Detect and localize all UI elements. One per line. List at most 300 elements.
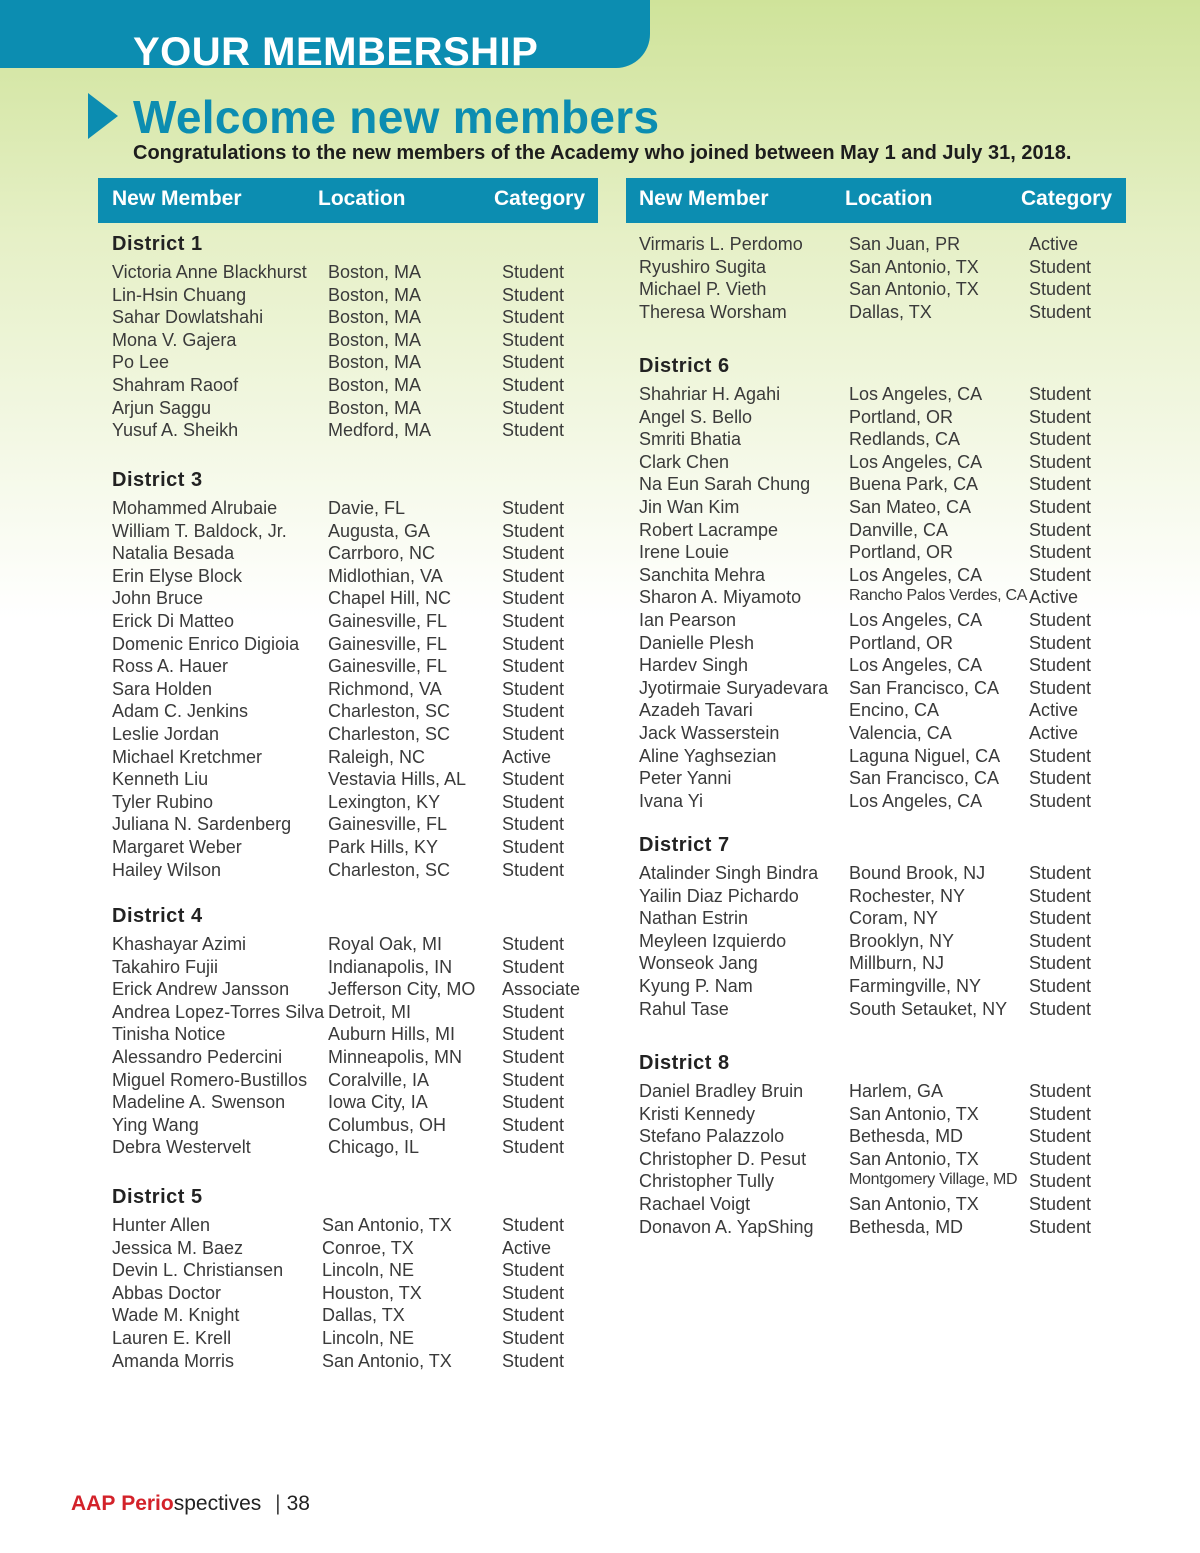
member-location: Charleston, SC [328, 859, 451, 880]
member-location: Lincoln, NE [322, 1260, 415, 1281]
list-item [626, 610, 1126, 632]
list-item [98, 398, 598, 420]
member-location: San Antonio, TX [849, 279, 979, 300]
member-name: Debra Westervelt [112, 1137, 251, 1158]
list-item [98, 375, 598, 397]
member-category: Student [502, 956, 565, 977]
member-name: Jack Wasserstein [639, 723, 780, 743]
footer-separator: | [275, 1492, 281, 1515]
member-location: Los Angeles, CA [849, 655, 983, 676]
member-category: Student [502, 1001, 565, 1022]
member-name: Yailin Diaz Pichardo [639, 885, 799, 906]
member-name: Daniel Bradley Bruin [639, 1081, 804, 1101]
member-name: Atalinder Singh Bindra [639, 863, 819, 883]
member-category: Student [1029, 908, 1092, 929]
member-name: Hunter Allen [112, 1215, 211, 1235]
list-item [626, 700, 1126, 722]
member-name: Michael Kretchmer [112, 746, 263, 767]
list-item [626, 886, 1126, 908]
member-category: Student [502, 678, 565, 699]
member-category: Student [502, 1260, 565, 1281]
member-name: Stefano Palazzolo [639, 1126, 785, 1147]
member-category: Student [1029, 790, 1092, 811]
member-name: Domenic Enrico Digioia [112, 633, 300, 654]
member-category: Student [1029, 542, 1092, 563]
list-item [626, 497, 1126, 519]
district-heading: District 5 [112, 1186, 203, 1208]
member-category: Active [502, 1237, 552, 1258]
list-item [98, 420, 598, 442]
member-location: Gainesville, FL [328, 814, 448, 835]
list-item [98, 747, 598, 769]
member-name: Erin Elyse Block [112, 565, 243, 586]
member-name: Clark Chen [639, 451, 730, 472]
member-name: Donavon A. YapShing [639, 1216, 814, 1237]
member-table-left [98, 178, 598, 1371]
list-item [626, 678, 1126, 700]
member-name: Takahiro Fujii [112, 956, 219, 977]
member-name: Abbas Doctor [112, 1282, 222, 1303]
member-name: Azadeh Tavari [639, 700, 753, 721]
list-item [98, 285, 598, 307]
member-category: Student [1029, 632, 1092, 653]
member-name: Tinisha Notice [112, 1024, 226, 1045]
member-location: San Francisco, CA [849, 677, 1000, 698]
section-title: YOUR MEMBERSHIP [133, 30, 539, 74]
member-location: Minneapolis, MN [328, 1047, 463, 1067]
list-item [626, 257, 1126, 279]
list-item [98, 1137, 598, 1159]
member-location: Encino, CA [849, 700, 940, 721]
member-name: Wonseok Jang [639, 953, 758, 974]
member-name: Smriti Bhatia [639, 429, 742, 450]
member-category: Student [502, 498, 565, 518]
list-item [626, 655, 1126, 677]
member-category: Student [502, 656, 565, 677]
member-location: Los Angeles, CA [849, 451, 983, 472]
list-item [626, 976, 1126, 998]
list-item [626, 1104, 1126, 1126]
table-header [626, 178, 1126, 223]
member-location: Detroit, MI [328, 1001, 412, 1022]
member-name: Rachael Voigt [639, 1194, 751, 1214]
member-location: Boston, MA [328, 284, 422, 305]
member-name: Jin Wan Kim [639, 497, 740, 517]
member-category: Student [1029, 1103, 1092, 1124]
member-category: Student [502, 934, 565, 954]
header-location: Location [845, 187, 933, 210]
member-category: Student [502, 1069, 565, 1090]
list-item [98, 656, 598, 678]
header-new-member: New Member [112, 187, 242, 210]
member-location: Los Angeles, CA [849, 384, 983, 404]
member-name: Miguel Romero-Bustillos [112, 1069, 308, 1090]
arrow-right-icon [88, 93, 118, 139]
member-name: Tyler Rubino [112, 791, 214, 812]
member-category: Student [502, 611, 565, 631]
member-name: Margaret Weber [112, 837, 242, 857]
member-category: Student [1029, 768, 1092, 789]
member-name: Jyotirmaie Suryadevara [639, 677, 829, 698]
member-name: Robert Lacrampe [639, 519, 779, 540]
member-location: Gainesville, FL [328, 633, 448, 654]
list-item [626, 791, 1126, 813]
member-category: Student [502, 284, 565, 305]
member-location: Buena Park, CA [849, 474, 979, 495]
member-category: Student [502, 633, 565, 654]
list-item [626, 723, 1126, 745]
list-item [98, 1215, 598, 1237]
list-item [98, 330, 598, 352]
member-name: Khashayar Azimi [112, 934, 247, 954]
list-item [98, 934, 598, 956]
list-item [98, 634, 598, 656]
member-name: Andrea Lopez-Torres Silva [112, 1001, 325, 1022]
member-name: Leslie Jordan [112, 724, 220, 744]
list-item [626, 429, 1126, 451]
member-location: Columbus, OH [328, 1114, 447, 1135]
member-category: Student [502, 814, 565, 835]
member-name: Virmaris L. Perdomo [639, 234, 803, 254]
district-heading: District 1 [112, 233, 203, 255]
member-location: Los Angeles, CA [849, 610, 983, 630]
member-location: Vestavia Hills, AL [328, 769, 467, 790]
member-location: San Antonio, TX [849, 256, 979, 277]
member-category: Student [502, 769, 565, 790]
member-name: Kyung P. Nam [639, 976, 753, 996]
header-location: Location [318, 187, 406, 210]
member-name: Sanchita Mehra [639, 564, 766, 585]
page-footer [71, 1492, 310, 1516]
member-name: Wade M. Knight [112, 1305, 240, 1326]
member-location: Auburn Hills, MI [328, 1024, 456, 1045]
member-category: Student [1029, 1148, 1092, 1169]
list-item [626, 1194, 1126, 1216]
member-name: William T. Baldock, Jr. [112, 520, 287, 541]
member-category: Student [1029, 655, 1092, 676]
list-item [98, 611, 598, 633]
member-category: Student [502, 1137, 565, 1158]
member-category: Student [502, 307, 565, 328]
member-category: Student [1029, 406, 1092, 427]
member-category: Student [502, 701, 565, 722]
list-item [98, 262, 598, 284]
member-location: Brooklyn, NY [849, 930, 955, 951]
district-heading: District 6 [639, 355, 730, 377]
list-item [626, 1171, 1126, 1193]
list-item [98, 566, 598, 588]
member-category: Student [1029, 451, 1092, 472]
list-item [626, 1217, 1126, 1239]
member-location: Charleston, SC [328, 701, 451, 722]
district-heading: District 8 [639, 1052, 730, 1074]
member-location: San Antonio, TX [849, 1148, 979, 1169]
list-item [98, 724, 598, 746]
list-item [98, 1024, 598, 1046]
footer-brand-rest: spectives [173, 1492, 262, 1515]
footer-brand-perio: Perio [121, 1492, 174, 1515]
member-name: Ian Pearson [639, 610, 737, 630]
page-subtitle: Congratulations to the new members of the Academy who joined between May 1 and July 31, 2018. [133, 142, 1072, 164]
member-category: Student [502, 565, 565, 586]
page-number: 38 [286, 1492, 310, 1515]
member-name: Jessica M. Baez [112, 1237, 244, 1258]
member-category: Student [1029, 519, 1092, 540]
member-category: Active [1029, 587, 1079, 608]
header-category: Category [494, 187, 586, 210]
member-name: Lauren E. Krell [112, 1328, 232, 1348]
member-location: Medford, MA [328, 420, 432, 441]
member-category: Student [502, 859, 565, 880]
list-item [98, 1260, 598, 1282]
list-item [626, 908, 1126, 930]
list-item [626, 1126, 1126, 1148]
list-item [98, 979, 598, 1001]
member-location: Portland, OR [849, 542, 954, 563]
member-category: Student [1029, 1126, 1092, 1147]
member-name: Sara Holden [112, 678, 213, 699]
member-category: Student [1029, 1216, 1092, 1237]
member-location: Indianapolis, IN [328, 956, 453, 977]
list-item [626, 407, 1126, 429]
member-name: Ryushiro Sugita [639, 256, 767, 277]
member-location: Redlands, CA [849, 429, 961, 450]
member-location: Coralville, IA [328, 1069, 430, 1090]
list-item [626, 633, 1126, 655]
member-location: Millburn, NJ [849, 953, 945, 974]
member-name: Shahram Raoof [112, 375, 239, 395]
member-location: Park Hills, KY [328, 837, 439, 857]
list-item [626, 302, 1126, 324]
member-name: Mohammed Alrubaie [112, 498, 278, 518]
member-category: Student [1029, 885, 1092, 906]
member-category: Student [1029, 384, 1092, 404]
member-name: Angel S. Bello [639, 406, 753, 427]
member-location: Farmingville, NY [849, 976, 982, 996]
list-item [98, 769, 598, 791]
member-category: Associate [502, 979, 581, 1000]
member-category: Student [502, 1305, 565, 1326]
member-location: Augusta, GA [328, 520, 431, 541]
member-category: Student [502, 1215, 565, 1235]
header-category: Category [1021, 187, 1113, 210]
member-category: Student [1029, 953, 1092, 974]
member-name: Ross A. Hauer [112, 656, 229, 677]
member-table-right [626, 178, 1126, 1237]
list-item [626, 587, 1126, 609]
member-location: Los Angeles, CA [849, 790, 983, 811]
member-name: Kristi Kennedy [639, 1103, 756, 1124]
member-category: Student [502, 1328, 565, 1348]
member-location: Lincoln, NE [322, 1328, 415, 1348]
member-location: Davie, FL [328, 498, 406, 518]
list-item [98, 498, 598, 520]
member-category: Student [502, 724, 565, 744]
list-item [626, 520, 1126, 542]
member-name: Peter Yanni [639, 768, 732, 789]
member-location: San Antonio, TX [849, 1194, 979, 1214]
member-location: Gainesville, FL [328, 611, 448, 631]
member-category: Student [502, 1092, 565, 1113]
page-title: Welcome new members [133, 91, 660, 143]
list-item [626, 863, 1126, 885]
member-location: San Antonio, TX [849, 1103, 979, 1124]
member-name: Juliana N. Sardenberg [112, 814, 292, 835]
member-location: Boston, MA [328, 329, 422, 350]
member-name: Po Lee [112, 352, 170, 373]
member-location: Danville, CA [849, 519, 949, 540]
member-name: Nathan Estrin [639, 908, 749, 929]
member-name: Theresa Worsham [639, 301, 787, 322]
member-category: Student [1029, 497, 1092, 517]
member-location: Los Angeles, CA [849, 564, 983, 585]
member-name: Madeline A. Swenson [112, 1092, 286, 1113]
list-item [626, 953, 1126, 975]
member-category: Student [1029, 1194, 1092, 1214]
member-name: Hailey Wilson [112, 859, 222, 880]
member-location: South Setauket, NY [849, 998, 1008, 1019]
member-name: Aline Yaghsezian [639, 745, 777, 766]
member-category: Student [1029, 610, 1092, 630]
member-category: Student [502, 1282, 565, 1303]
list-item [98, 837, 598, 859]
member-location: Portland, OR [849, 632, 954, 653]
member-name: Ying Wang [112, 1114, 199, 1135]
list-item [98, 1283, 598, 1305]
member-location: Montgomery Village, MD [849, 1171, 1018, 1189]
member-name: Victoria Anne Blackhurst [112, 262, 307, 282]
member-location: Boston, MA [328, 375, 422, 395]
header-new-member: New Member [639, 187, 769, 210]
member-name: Alessandro Pedercini [112, 1047, 283, 1067]
member-category: Student [502, 1114, 565, 1135]
list-item [98, 588, 598, 610]
list-item [98, 1047, 598, 1069]
list-item [98, 814, 598, 836]
list-item [98, 1305, 598, 1327]
member-category: Student [502, 520, 565, 541]
list-item [98, 679, 598, 701]
member-location: Boston, MA [328, 262, 422, 282]
member-location: San Mateo, CA [849, 497, 972, 517]
member-category: Active [1029, 234, 1079, 254]
member-name: Rahul Tase [639, 998, 729, 1019]
table-header [98, 178, 598, 223]
member-location: Coram, NY [849, 908, 939, 929]
member-location: Chapel Hill, NC [328, 588, 452, 609]
member-name: Michael P. Vieth [639, 279, 767, 300]
member-category: Active [1029, 723, 1079, 743]
member-name: Sahar Dowlatshahi [112, 307, 264, 328]
member-name: Sharon A. Miyamoto [639, 587, 802, 608]
member-location: Dallas, TX [322, 1305, 405, 1326]
list-item [626, 279, 1126, 301]
member-location: Gainesville, FL [328, 656, 448, 677]
member-category: Student [1029, 930, 1092, 951]
member-category: Student [502, 837, 565, 857]
member-category: Student [1029, 301, 1092, 322]
member-location: Rochester, NY [849, 885, 966, 906]
member-category: Student [502, 375, 565, 395]
member-location: San Antonio, TX [322, 1215, 452, 1235]
member-category: Student [502, 397, 565, 418]
member-location: San Antonio, TX [322, 1350, 452, 1371]
member-location: Raleigh, NC [328, 746, 426, 767]
list-item [98, 521, 598, 543]
list-item [626, 474, 1126, 496]
member-category: Student [502, 352, 565, 373]
member-category: Student [502, 420, 565, 441]
list-item [626, 1149, 1126, 1171]
member-name: Natalia Besada [112, 543, 235, 564]
member-location: San Juan, PR [849, 234, 961, 254]
member-location: Boston, MA [328, 307, 422, 328]
list-item [98, 543, 598, 565]
member-category: Student [1029, 564, 1092, 585]
member-location: Harlem, GA [849, 1081, 944, 1101]
member-location: San Francisco, CA [849, 768, 1000, 789]
member-location: Midlothian, VA [328, 565, 443, 586]
member-category: Student [502, 791, 565, 812]
member-category: Active [1029, 700, 1079, 721]
list-item [98, 1238, 598, 1260]
member-category: Student [1029, 256, 1092, 277]
member-name: Lin-Hsin Chuang [112, 284, 247, 305]
member-location: Richmond, VA [328, 678, 442, 699]
member-category: Student [502, 543, 565, 564]
member-location: Bound Brook, NJ [849, 863, 986, 883]
member-category: Student [502, 329, 565, 350]
member-name: Devin L. Christiansen [112, 1260, 284, 1281]
member-location: Lexington, KY [328, 791, 441, 812]
member-name: Na Eun Sarah Chung [639, 474, 811, 495]
member-location: Portland, OR [849, 406, 954, 427]
list-item [98, 1115, 598, 1137]
member-location: Carrboro, NC [328, 543, 436, 564]
list-item [98, 352, 598, 374]
member-location: Bethesda, MD [849, 1216, 964, 1237]
list-item [98, 860, 598, 882]
list-item [98, 1351, 598, 1373]
member-category: Student [1029, 677, 1092, 698]
member-location: Dallas, TX [849, 301, 932, 322]
member-category: Student [1029, 976, 1092, 996]
member-name: John Bruce [112, 588, 204, 609]
member-category: Student [502, 1024, 565, 1045]
member-category: Student [1029, 1171, 1092, 1192]
district-heading: District 3 [112, 469, 203, 491]
district-heading: District 4 [112, 905, 203, 927]
list-item [626, 768, 1126, 790]
member-name: Arjun Saggu [112, 397, 212, 418]
member-location: Charleston, SC [328, 724, 451, 744]
footer-brand-aap: AAP [71, 1492, 116, 1515]
list-item [626, 1081, 1126, 1103]
member-category: Student [502, 588, 565, 609]
member-location: Chicago, IL [328, 1137, 420, 1158]
member-name: Yusuf A. Sheikh [112, 420, 239, 441]
member-location: Jefferson City, MO [328, 979, 476, 1000]
member-name: Irene Louie [639, 542, 730, 563]
list-item [98, 957, 598, 979]
member-category: Student [1029, 745, 1092, 766]
member-name: Danielle Plesh [639, 632, 755, 653]
member-category: Student [1029, 863, 1092, 883]
list-item [626, 565, 1126, 587]
member-location: Iowa City, IA [328, 1092, 428, 1113]
member-location: Houston, TX [322, 1282, 422, 1303]
member-name: Erick Andrew Jansson [112, 979, 290, 1000]
